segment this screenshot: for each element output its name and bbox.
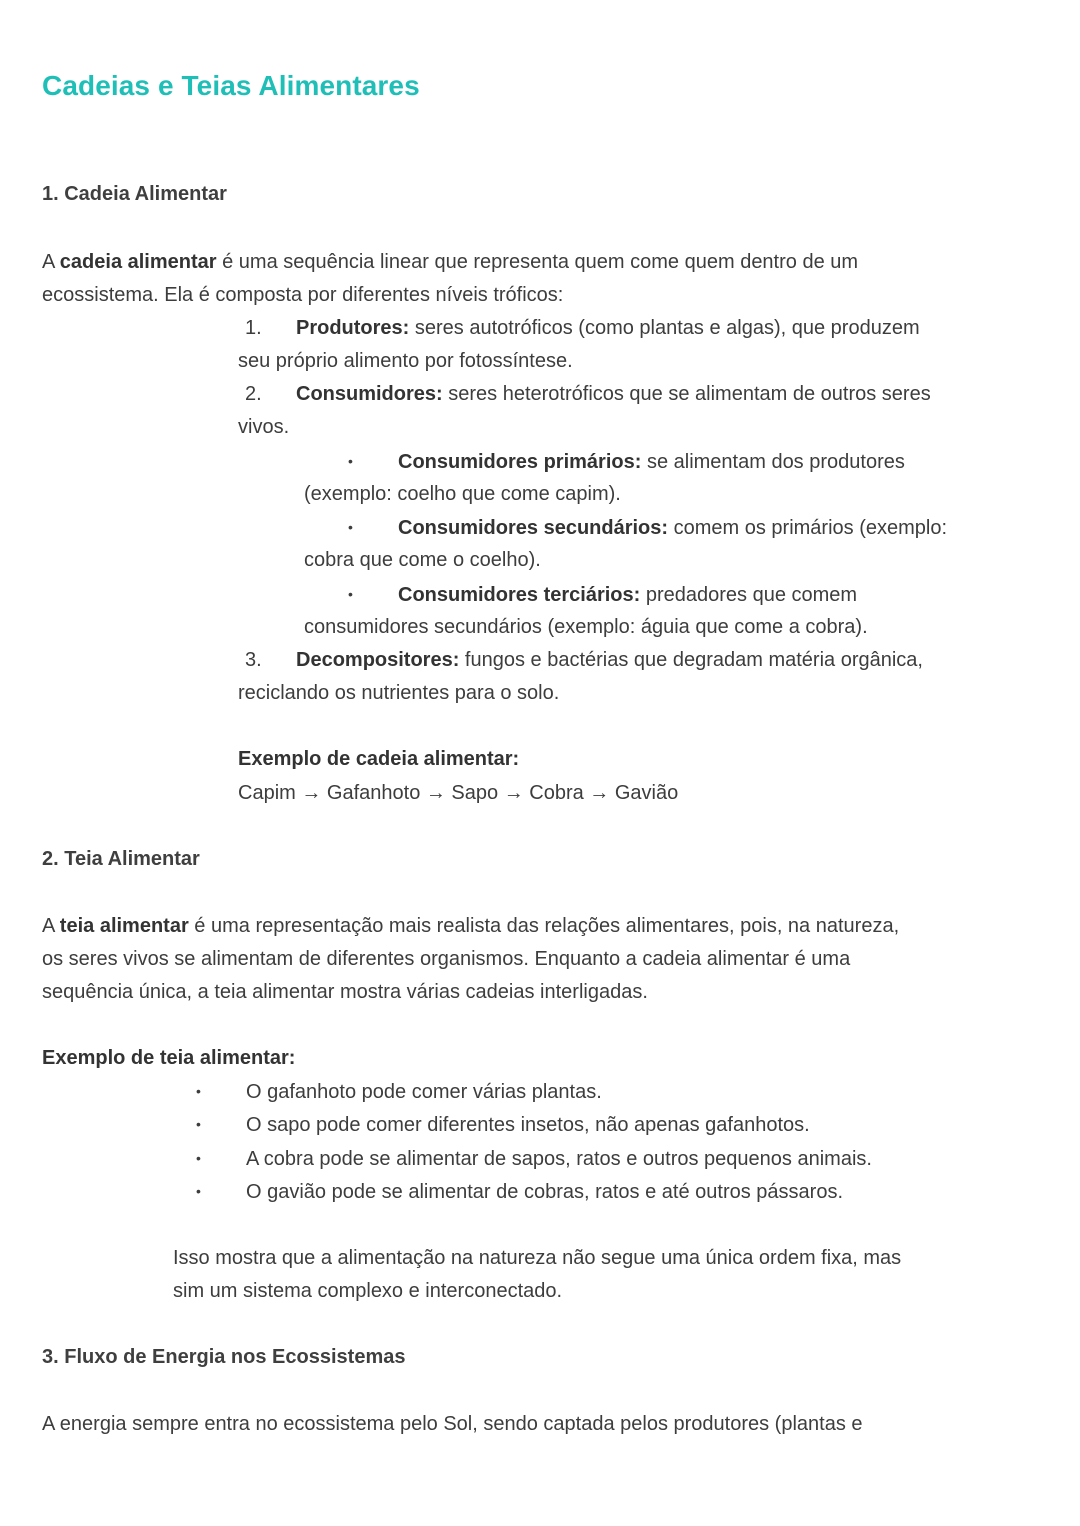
section-heading-cadeia-alimentar: 1. Cadeia Alimentar <box>42 183 227 205</box>
example-web-label: Exemplo de teia alimentar: <box>42 1047 296 1069</box>
bullet-icon: • <box>196 1183 201 1199</box>
bullet-icon: • <box>348 519 353 535</box>
example-chain-label: Exemplo de cadeia alimentar: <box>238 748 520 770</box>
sub-item-secundarios-cont: cobra que come o coelho). <box>304 549 541 571</box>
bullet-icon: • <box>196 1083 201 1099</box>
section1-intro-line2: ecossistema. Ela é composta por diferentes níveis tróficos: <box>42 284 564 306</box>
web-example-item: • O sapo pode comer diferentes insetos, não apenas gafanhotos. <box>174 1108 810 1142</box>
web-example-item: • O gafanhoto pode comer várias plantas. <box>174 1075 602 1109</box>
list-number: 1. <box>245 317 262 339</box>
section-heading-teia-alimentar: 2. Teia Alimentar <box>42 848 200 870</box>
list-item-consumidores-cont: vivos. <box>238 416 290 438</box>
web-example-item: • A cobra pode se alimentar de sapos, ratos e outros pequenos animais. <box>174 1142 872 1176</box>
list-number: 2. <box>245 383 262 405</box>
bullet-icon: • <box>196 1116 201 1132</box>
section2-intro-line3: sequência única, a teia alimentar mostra várias cadeias interligadas. <box>42 981 648 1003</box>
page-title: Cadeias e Teias Alimentares <box>42 70 420 101</box>
list-item-consumidores: 2. Consumidores: seres heterotróficos que se alimentam de outros seres <box>238 378 931 411</box>
section2-intro-line2: os seres vivos se alimentam de diferentes organismos. Enquanto a cadeia alimentar é uma <box>42 948 851 970</box>
sub-item-secundarios: • Consumidores secundários: comem os primários (exemplo: <box>304 511 947 545</box>
section-heading-fluxo-energia: 3. Fluxo de Energia nos Ecossistemas <box>42 1346 406 1368</box>
bullet-icon: • <box>348 453 353 469</box>
section2-intro-line1: A teia alimentar é uma representação mais realista das relações alimentares, pois, na natureza, <box>42 915 900 937</box>
bullet-icon: • <box>348 586 353 602</box>
sub-item-terciarios-cont: consumidores secundários (exemplo: águia que come a cobra). <box>304 616 868 638</box>
bullet-icon: • <box>196 1150 201 1166</box>
conclusion-line2: sim um sistema complexo e interconectado. <box>173 1280 563 1302</box>
section1-intro-line1: A cadeia alimentar é uma sequência linear que representa quem come quem dentro de um <box>42 251 859 273</box>
example-chain: Capim → Gafanhoto → Sapo → Cobra → Gavião <box>238 782 679 804</box>
list-item-produtores-cont: seu próprio alimento por fotossíntese. <box>238 350 573 372</box>
bold-term: cadeia alimentar <box>59 251 217 273</box>
list-item-produtores: 1. Produtores: seres autotróficos (como plantas e algas), que produzem <box>238 312 920 345</box>
list-item-decompositores: 3. Decompositores: fungos e bactérias que degradam matéria orgânica, <box>238 644 923 677</box>
section3-intro-line1: A energia sempre entra no ecossistema pelo Sol, sendo captada pelos produtores (plantas e <box>42 1413 863 1435</box>
sub-item-terciarios: • Consumidores terciários: predadores que comem <box>304 578 857 612</box>
sub-item-primarios: • Consumidores primários: se alimentam dos produtores <box>304 445 905 479</box>
bold-term: teia alimentar <box>59 915 189 937</box>
web-example-item: • O gavião pode se alimentar de cobras, ratos e até outros pássaros. <box>174 1175 843 1209</box>
sub-item-primarios-cont: (exemplo: coelho que come capim). <box>304 483 621 505</box>
list-number: 3. <box>245 649 262 671</box>
list-item-decompositores-cont: reciclando os nutrientes para o solo. <box>238 682 560 704</box>
conclusion-line1: Isso mostra que a alimentação na natureza não segue uma única ordem fixa, mas <box>173 1247 902 1269</box>
